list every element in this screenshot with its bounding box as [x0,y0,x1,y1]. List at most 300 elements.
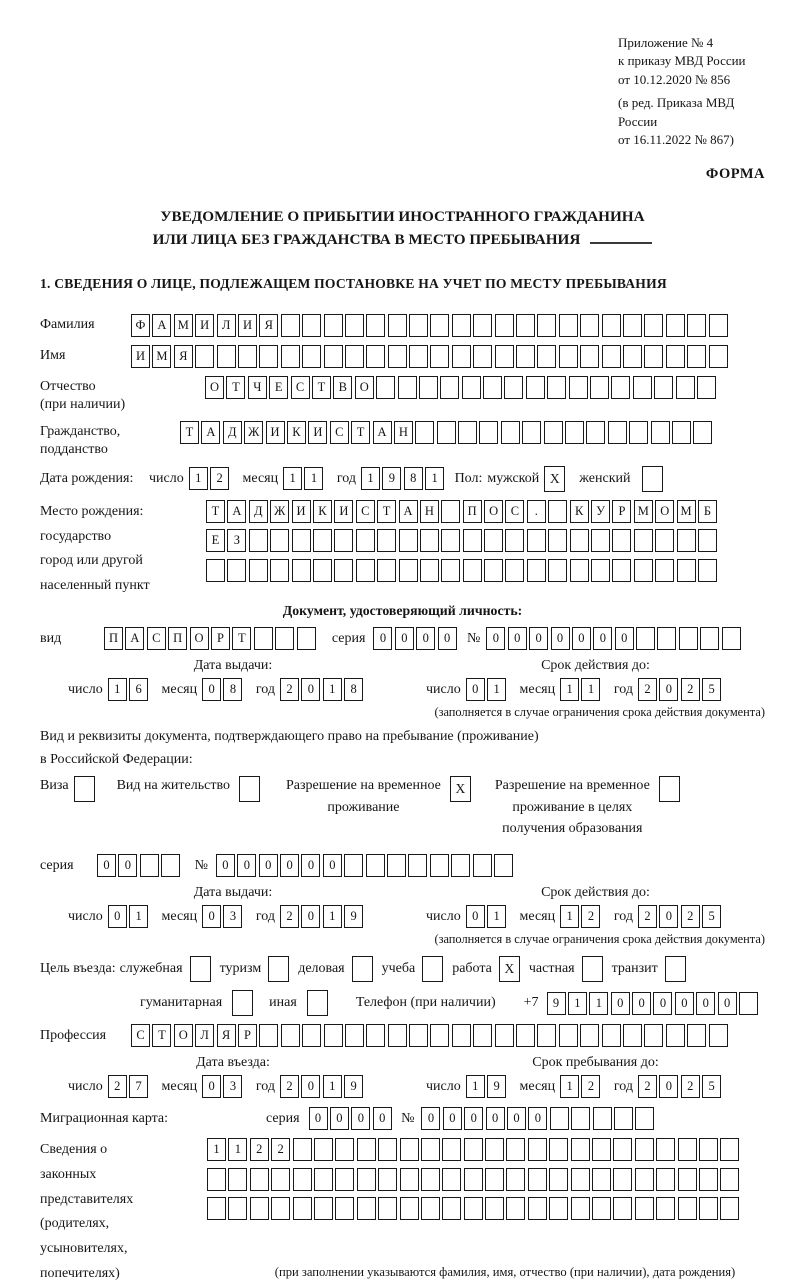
char-cell: 0 [718,992,737,1015]
identity-series-cells [373,627,459,650]
char-cell [485,1197,504,1220]
char-cell [484,559,503,582]
char-cell: 0 [659,678,678,701]
migration-card-row [40,1107,765,1130]
char-cell: С [505,500,524,523]
identity-series-label: серия [331,630,366,646]
char-cell [666,1024,685,1047]
char-cell [591,559,610,582]
char-cell: 0 [351,1107,370,1130]
option-temporary-residence-label [286,775,441,818]
char-cell: О [655,500,674,523]
residence-doc-line1: Вид и реквизиты документа, подтверждающего право на пребывание (проживание) [40,729,539,745]
option-residence-permit [117,775,260,802]
patronymic-row [40,376,765,399]
char-cell: Т [377,500,396,523]
char-cell: 2 [681,1075,700,1098]
char-cell [549,1138,568,1161]
char-cell [366,314,385,337]
char-cell: 0 [659,905,678,928]
char-cell: С [291,376,310,399]
char-cell [548,529,567,552]
char-cell [275,627,294,650]
char-cell: Т [180,421,199,444]
char-cell: 0 [97,854,116,877]
char-cell: 2 [280,905,299,928]
char-cell [678,1168,697,1191]
char-cell [505,529,524,552]
char-cell: Т [312,376,331,399]
char-cell [635,1197,654,1220]
char-cell [452,345,471,368]
char-cell [633,376,652,399]
char-cell [629,421,648,444]
residence-issue-label: Дата выдачи: [193,885,273,901]
identity-expiry-day [466,678,509,701]
char-cell [437,421,456,444]
char-cell: 0 [551,627,570,650]
char-cell [570,529,589,552]
char-cell [238,345,257,368]
char-cell [409,314,428,337]
char-cell [485,1168,504,1191]
char-cell: О [355,376,374,399]
char-cell [292,529,311,552]
char-cell [591,529,610,552]
char-cell [228,1197,247,1220]
representatives-row3 [207,1197,800,1220]
char-cell: 0 [507,1107,526,1130]
char-cell [700,627,719,650]
identity-expiry-note: (заполняется в случае ограничения срока действия документа) [434,705,765,720]
appendix-line-1: Приложение № 4 [618,35,714,50]
char-cell: . [527,500,546,523]
char-cell [678,1138,697,1161]
form-caption: ФОРМА [705,165,765,182]
char-cell [613,1197,632,1220]
char-cell: Ж [244,421,263,444]
char-cell: Ж [270,500,289,523]
char-cell: 7 [129,1075,148,1098]
char-cell [195,345,214,368]
char-cell: М [634,500,653,523]
representatives-row2 [207,1168,800,1191]
char-cell: И [292,500,311,523]
char-cell: 0 [443,1107,462,1130]
char-cell [544,421,563,444]
char-cell: 0 [323,854,342,877]
char-cell [250,1197,269,1220]
char-cell: 1 [466,1075,485,1098]
char-cell [634,559,653,582]
char-cell [281,314,300,337]
char-cell [484,529,503,552]
identity-issue-year [280,678,366,701]
residence-issue-month [202,905,245,928]
month-label: месяц [242,470,279,486]
char-cell: 0 [572,627,591,650]
char-cell: 0 [309,1107,328,1130]
char-cell: П [104,627,123,650]
char-cell: 0 [508,627,527,650]
residence-series-cells [97,854,183,877]
char-cell: 0 [675,992,694,1015]
purpose-business-checkbox [190,956,211,982]
identity-expiry-label: Срок действия до: [541,658,650,674]
char-cell [408,854,427,877]
char-cell [656,1168,675,1191]
char-cell: И [195,314,214,337]
char-cell: 0 [611,992,630,1015]
char-cell: 0 [466,678,485,701]
char-cell [687,345,706,368]
char-cell: Р [211,627,230,650]
char-cell [559,1024,578,1047]
char-cell: 2 [581,1075,600,1098]
option-temporary-residence [286,775,471,818]
char-cell: 0 [464,1107,483,1130]
char-cell [399,559,418,582]
char-cell [571,1197,590,1220]
char-cell [612,529,631,552]
char-cell [592,1168,611,1191]
char-cell: М [174,314,193,337]
birth-year-cells [361,467,447,490]
char-cell: 2 [681,678,700,701]
char-cell: З [227,529,246,552]
residence-expiry-label: Срок действия до: [541,885,650,901]
char-cell [590,376,609,399]
option-label-line: Разрешение на временное [494,778,650,794]
char-cell [378,1138,397,1161]
residence-expiry-month [560,905,603,928]
char-cell [378,1168,397,1191]
day-label: число [68,681,103,697]
char-cell: П [463,500,482,523]
char-cell [334,559,353,582]
char-cell: О [484,500,503,523]
char-cell [698,559,717,582]
char-cell: 9 [344,905,363,928]
char-cell: 1 [304,467,323,490]
char-cell: 1 [361,467,380,490]
char-cell: И [131,345,150,368]
char-cell: 5 [702,905,721,928]
birth-place-label-3: город или другой [40,553,143,569]
char-cell: Д [249,500,268,523]
char-cell [227,559,246,582]
char-cell: С [356,500,375,523]
char-cell: 0 [486,627,505,650]
surname-label: Фамилия [40,317,95,333]
char-cell [452,314,471,337]
char-cell [409,345,428,368]
char-cell: А [373,421,392,444]
char-cell: С [147,627,166,650]
char-cell: 2 [681,905,700,928]
purpose-option-label: работа [452,961,492,977]
birth-day-cells [189,467,232,490]
char-cell: 2 [280,1075,299,1098]
entry-dates-values [40,1075,765,1098]
representatives-label-line: (родителях, [40,1216,110,1232]
char-cell [549,1168,568,1191]
representatives-label-line: попечителях) [40,1266,120,1282]
char-cell: Т [232,627,251,650]
char-cell: 0 [259,854,278,877]
profession-cells [131,1024,730,1047]
char-cell: И [334,500,353,523]
char-cell [655,529,674,552]
year-label: год [255,681,275,697]
char-cell: С [330,421,349,444]
char-cell: А [125,627,144,650]
month-label: месяц [519,908,556,924]
char-cell [679,627,698,650]
char-cell [559,345,578,368]
entry-day [108,1075,151,1098]
char-cell [324,314,343,337]
char-cell [657,627,676,650]
char-cell [270,529,289,552]
form-title-line1: УВЕДОМЛЕНИЕ О ПРИБЫТИИ ИНОСТРАННОГО ГРАЖДАНИНА [160,207,645,225]
char-cell: 1 [581,678,600,701]
char-cell: 6 [129,678,148,701]
char-cell [357,1197,376,1220]
char-cell [430,1024,449,1047]
char-cell: 1 [323,905,342,928]
char-cell: 2 [280,678,299,701]
char-cell [635,1168,654,1191]
char-cell [720,1197,739,1220]
char-cell [464,1138,483,1161]
appendix-line-2: к приказу МВД России [618,53,746,69]
char-cell [494,854,513,877]
char-cell [335,1138,354,1161]
char-cell [592,1197,611,1220]
char-cell: К [287,421,306,444]
identity-dates-header [40,658,765,674]
char-cell [281,1024,300,1047]
year-label: год [613,681,633,697]
char-cell [292,559,311,582]
phone-label: Телефон (при наличии) [355,995,496,1011]
purpose-private-checkbox [582,956,603,982]
char-cell [623,314,642,337]
char-cell: 0 [632,992,651,1015]
char-cell [676,376,695,399]
char-cell [344,854,363,877]
char-cell [377,559,396,582]
char-cell: 1 [425,467,444,490]
representatives-note: (при заполнении указываются фамилия, имя, отчество (при наличии), дата рождения) [274,1264,736,1279]
edition-line-1: (в ред. Приказа МВД России [618,95,735,129]
edition-block [618,94,765,149]
char-cell [334,529,353,552]
char-cell [442,1197,461,1220]
char-cell [655,559,674,582]
option-visa-checkbox [74,776,95,802]
birth-place-block [40,500,765,599]
char-cell: А [399,500,418,523]
sex-male-checkbox: X [544,466,565,492]
char-cell [388,1024,407,1047]
char-cell [473,314,492,337]
char-cell [313,559,332,582]
profession-label: Профессия [40,1027,107,1043]
char-cell [709,314,728,337]
char-cell: В [333,376,352,399]
char-cell: Т [351,421,370,444]
char-cell [293,1197,312,1220]
char-cell: П [168,627,187,650]
given-name-label: Имя [40,348,66,364]
surname-row [40,314,765,337]
char-cell [516,1024,535,1047]
char-cell [571,1107,590,1130]
char-cell [677,529,696,552]
birth-place-label-2: государство [40,528,112,544]
representatives-label-line: законных [40,1166,97,1182]
char-cell [593,1107,612,1130]
char-cell [722,627,741,650]
day-label: число [149,470,184,486]
char-cell [270,559,289,582]
residence-series-row [40,854,765,877]
char-cell [419,376,438,399]
residence-expiry-year [638,905,724,928]
char-cell [516,314,535,337]
char-cell: 1 [283,467,302,490]
char-cell [430,854,449,877]
char-cell: М [677,500,696,523]
form-title [40,205,765,252]
year-label: год [255,1078,275,1094]
identity-issue-label: Дата выдачи: [193,658,273,674]
char-cell: 0 [659,1075,678,1098]
char-cell [570,559,589,582]
char-cell: О [190,627,209,650]
char-cell [366,854,385,877]
char-cell: Я [259,314,278,337]
purpose-row2 [40,990,765,1016]
birth-date-label: Дата рождения: [40,470,134,486]
char-cell [420,529,439,552]
char-cell [501,421,520,444]
char-cell: 2 [581,905,600,928]
option-label-line: проживание [327,799,400,815]
char-cell [249,559,268,582]
month-label: месяц [161,681,198,697]
char-cell [537,1024,556,1047]
option-label-line: проживание в целях [512,799,633,815]
form-title-line2-wrap [40,228,765,252]
char-cell [366,345,385,368]
citizenship-row [40,421,765,444]
option-label-line: Вид на жительство [116,778,230,794]
char-cell: 3 [223,905,242,928]
entry-year [280,1075,366,1098]
char-cell [464,1168,483,1191]
char-cell [473,1024,492,1047]
char-cell: 0 [438,627,457,650]
char-cell: 0 [216,854,235,877]
char-cell [356,559,375,582]
char-cell: 0 [202,678,221,701]
char-cell: Р [612,500,631,523]
char-cell [709,1024,728,1047]
char-cell [399,529,418,552]
char-cell: 9 [344,1075,363,1098]
birth-place-label-4: населенный пункт [40,578,150,594]
char-cell [613,1168,632,1191]
char-cell: А [227,500,246,523]
patronymic-cells [205,376,718,399]
purpose-work-checkbox: X [499,956,520,982]
char-cell: 0 [108,905,127,928]
migration-number-cells [421,1107,656,1130]
option-visa-label [40,775,69,797]
char-cell: С [131,1024,150,1047]
residence-expiry-day [466,905,509,928]
year-label: год [613,908,633,924]
char-cell: 0 [529,627,548,650]
stay-month [560,1075,603,1098]
char-cell [293,1168,312,1191]
char-cell [207,1197,226,1220]
char-cell: 2 [250,1138,269,1161]
char-cell [377,529,396,552]
month-label: месяц [519,681,556,697]
char-cell [623,1024,642,1047]
option-temporary-residence-checkbox: X [450,776,471,802]
sex-female-checkbox [642,466,663,492]
char-cell [440,376,459,399]
char-cell: М [152,345,171,368]
day-label: число [426,1078,461,1094]
char-cell [314,1168,333,1191]
patronymic-label: Отчество [40,379,96,395]
char-cell [656,1197,675,1220]
citizenship-label: Гражданство, [40,424,121,440]
char-cell [259,1024,278,1047]
char-cell [441,500,460,523]
char-cell: О [174,1024,193,1047]
year-label: год [613,1078,633,1094]
char-cell [602,1024,621,1047]
birth-place-row1 [206,500,719,523]
char-cell [314,1197,333,1220]
char-cell [548,559,567,582]
citizenship-block [40,421,765,458]
char-cell: 0 [202,1075,221,1098]
birth-place-label-1: Место рождения: [40,503,144,519]
stay-day [466,1075,509,1098]
char-cell [473,854,492,877]
purpose-option-label: гуманитарная [140,995,223,1011]
purpose-transit-checkbox [665,956,686,982]
char-cell: 1 [129,905,148,928]
sex-male-label: мужской [487,470,540,486]
char-cell: 0 [421,1107,440,1130]
char-cell: 1 [487,678,506,701]
form-title-line2: ИЛИ ЛИЦА БЕЗ ГРАЖДАНСТВА В МЕСТО ПРЕБЫВАНИЯ [152,231,581,249]
sex-female-label: женский [579,470,631,486]
char-cell [420,559,439,582]
char-cell: 0 [653,992,672,1015]
residence-options [40,775,765,840]
residence-issue-date [68,905,426,928]
